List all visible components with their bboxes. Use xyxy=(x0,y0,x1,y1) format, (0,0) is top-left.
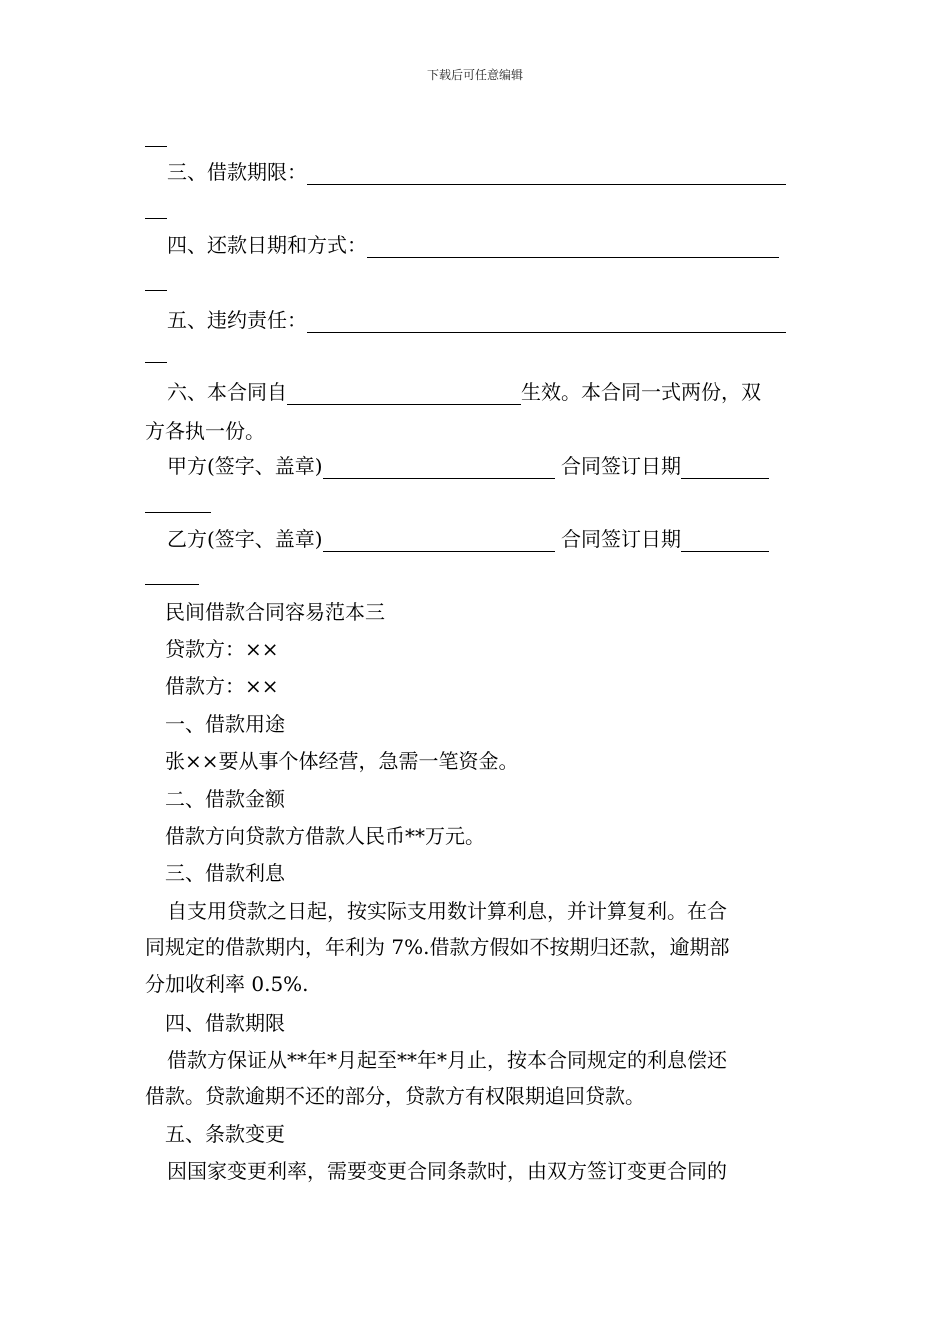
section-1-body: 张××要从事个体经营，急需一笔资金。 xyxy=(165,749,519,773)
effect-end: 生效。本合同一式两份，双 xyxy=(521,380,761,404)
party-b-blank xyxy=(323,531,555,552)
sign-date-blank xyxy=(681,531,769,552)
section-2-body: 借款方向贷款方借款人民币**万元。 xyxy=(165,824,485,848)
underline-continuation xyxy=(145,290,167,291)
effect-blank xyxy=(287,384,521,405)
loan-term-label: 三、借款期限： xyxy=(167,160,307,184)
sign-date-label: 合同签订日期 xyxy=(560,527,681,551)
loan-term-blank xyxy=(307,164,786,185)
section-3-line-1: 自支用贷款之日起，按实际支用数计算利息，并计算复利。在合 xyxy=(167,899,727,923)
section-4-title: 四、借款期限 xyxy=(165,1011,285,1035)
repayment-line xyxy=(145,232,832,258)
page-header: 下载后可任意编辑 xyxy=(426,68,523,82)
section-4-line-2: 借款。贷款逾期不还的部分，贷款方有权限期追回贷款。 xyxy=(145,1084,645,1108)
section-5-line-1: 因国家变更利率，需要变更合同条款时，由双方签订变更合同的 xyxy=(167,1159,727,1183)
effect-line-2: 方各执一份。 xyxy=(145,419,265,443)
repayment-label: 四、还款日期和方式： xyxy=(167,233,367,257)
sign-date-blank xyxy=(681,458,769,479)
section-2-title: 二、借款金额 xyxy=(165,787,285,811)
borrower-line: 借款方：×× xyxy=(165,674,279,698)
lender-line: 贷款方：×× xyxy=(165,637,279,661)
sign-date-label: 合同签订日期 xyxy=(560,454,681,478)
party-a-line xyxy=(145,453,832,479)
breach-line xyxy=(145,307,832,333)
section-3-title: 三、借款利息 xyxy=(165,861,285,885)
party-b-label: 乙方(签字、盖章) xyxy=(167,527,323,551)
effect-line xyxy=(145,379,832,405)
underline-continuation xyxy=(145,584,199,585)
party-a-blank xyxy=(323,458,555,479)
party-a-label: 甲方(签字、盖章) xyxy=(167,454,323,478)
repayment-blank xyxy=(367,237,779,258)
breach-label: 五、违约责任： xyxy=(167,308,307,332)
loan-term-line xyxy=(145,159,832,185)
party-b-line xyxy=(145,526,832,552)
section-4-line-1: 借款方保证从**年*月起至**年*月止，按本合同规定的利息偿还 xyxy=(167,1048,727,1072)
section-1-title: 一、借款用途 xyxy=(165,712,285,736)
section-5-title: 五、条款变更 xyxy=(165,1122,285,1146)
section-3-line-3: 分加收利率 0.5%. xyxy=(145,972,309,996)
section-3-line-2: 同规定的借款期内，年利为 7%.借款方假如不按期归还款，逾期部 xyxy=(145,935,730,959)
effect-start: 六、本合同自 xyxy=(167,380,287,404)
underline-continuation xyxy=(145,512,211,513)
underline-continuation xyxy=(145,218,167,219)
breach-blank xyxy=(307,312,786,333)
contract-title: 民间借款合同容易范本三 xyxy=(165,600,385,624)
underline-continuation xyxy=(145,362,167,363)
underline-continuation xyxy=(145,146,167,147)
